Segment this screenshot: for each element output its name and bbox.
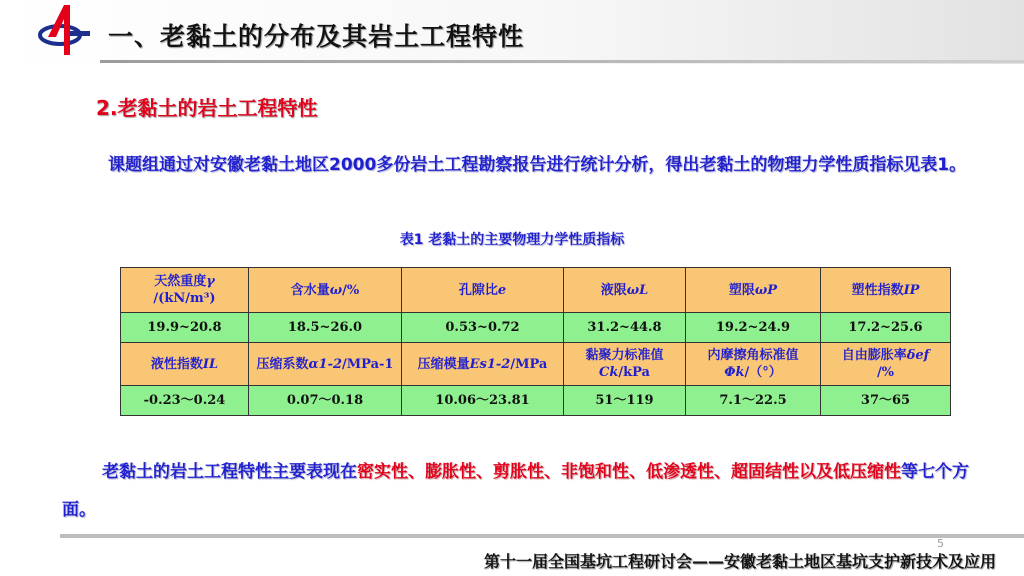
- company-logo: [34, 3, 94, 59]
- table-cell: 18.5~26.0: [249, 313, 402, 343]
- header-natural-unit-weight: 天然重度γ /(kN/m³): [121, 268, 249, 313]
- header-compression-coefficient: 压缩系数α1-2/MPa-1: [249, 343, 402, 386]
- summary-paragraph: [62, 453, 982, 529]
- header-compression-modulus: 压缩模量Es1-2/MPa: [402, 343, 564, 386]
- table-cell: 0.53~0.72: [402, 313, 564, 343]
- table-value-row-2: [121, 386, 951, 416]
- header-friction-angle: 内摩擦角标准值 Φk/（°）: [686, 343, 821, 386]
- table-cell: 37～65: [821, 386, 951, 416]
- table-header-row-2: [121, 343, 951, 386]
- table-cell: 0.07～0.18: [249, 386, 402, 416]
- header-liquidity-index: 液性指数IL: [121, 343, 249, 386]
- table-cell: 17.2~25.6: [821, 313, 951, 343]
- page-title: 一、老黏土的分布及其岩土工程特性: [108, 22, 525, 51]
- properties-table: [120, 267, 951, 416]
- header-water-content: 含水量ω/%: [249, 268, 402, 313]
- table-header-row-1: [121, 268, 951, 313]
- conference-footer: 第十一届全国基坑工程研讨会——安徽老黏土地区基坑支护新技术及应用: [483, 552, 996, 571]
- summary-lead: 老黏土的岩土工程特性主要表现在: [102, 462, 357, 482]
- summary-tail: 等七个方面。: [62, 462, 969, 520]
- header-cohesion: 黏聚力标准值 Ck/kPa: [564, 343, 686, 386]
- summary-highlight: 密实性、膨胀性、剪胀性、非饱和性、低渗透性、超固结性以及低压缩性: [357, 462, 901, 482]
- header-liquid-limit: 液限ωL: [564, 268, 686, 313]
- table-cell: -0.23～0.24: [121, 386, 249, 416]
- table-cell: 31.2~44.8: [564, 313, 686, 343]
- table-cell: 7.1～22.5: [686, 386, 821, 416]
- footer-divider: [60, 534, 1024, 538]
- page-number: 5: [937, 537, 944, 550]
- header-plastic-limit: 塑限ωP: [686, 268, 821, 313]
- section-heading: 2.老黏土的岩土工程特性: [96, 96, 318, 120]
- title-divider: [100, 60, 1024, 63]
- table-caption: 表1 老黏土的主要物理力学性质指标: [399, 232, 625, 248]
- table-cell: 10.06～23.81: [402, 386, 564, 416]
- table-cell: 19.9~20.8: [121, 313, 249, 343]
- header-void-ratio: 孔隙比e: [402, 268, 564, 313]
- intro-paragraph: 课题组通过对安徽老黏土地区2000多份岩土工程勘察报告进行统计分析，得出老黏土的物理力学性质指标见表1。: [108, 155, 967, 175]
- table-cell: 51～119: [564, 386, 686, 416]
- header-plasticity-index: 塑性指数IP: [821, 268, 951, 313]
- table-value-row-1: [121, 313, 951, 343]
- header-free-swell-ratio: 自由膨胀率δef /%: [821, 343, 951, 386]
- table-cell: 19.2~24.9: [686, 313, 821, 343]
